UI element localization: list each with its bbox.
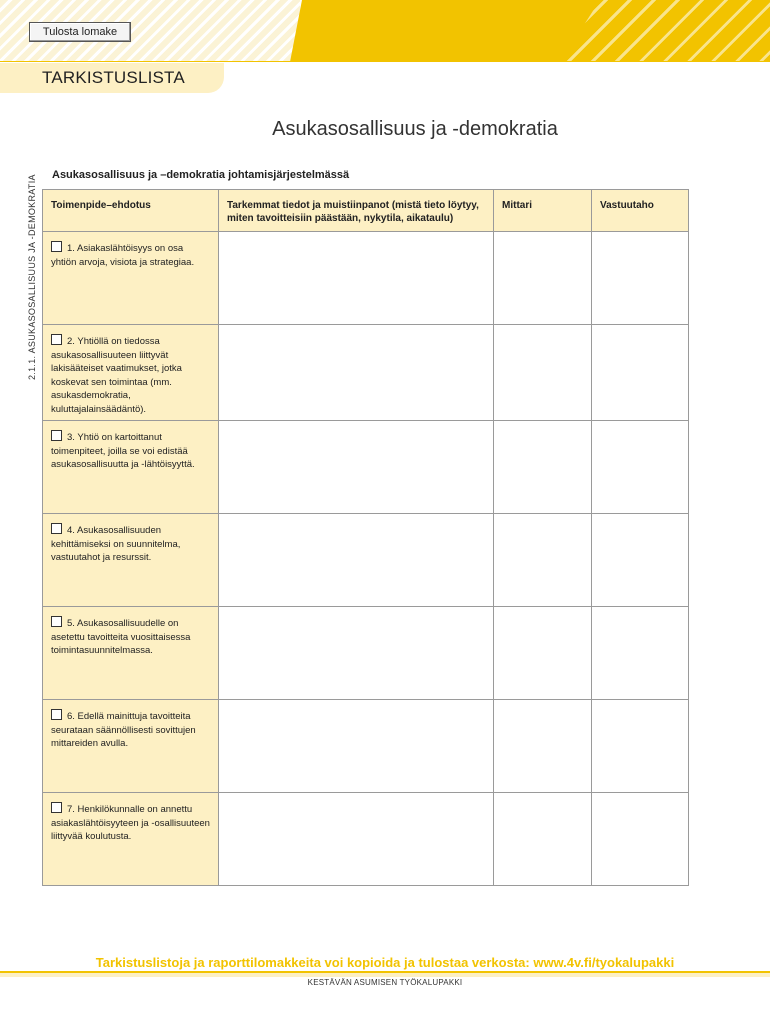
section-tab bbox=[0, 63, 224, 93]
action-cell bbox=[43, 793, 219, 886]
action-cell bbox=[43, 325, 219, 421]
section-tab-label: TARKISTUSLISTA bbox=[42, 68, 185, 87]
action-text: 5. Asukasosallisuudelle on asetettu tavoitteita vuosittaisessa toimintasuunnitelmassa. bbox=[51, 618, 191, 656]
responsible-cell[interactable] bbox=[592, 793, 689, 886]
table-row bbox=[43, 607, 689, 700]
footer-text: KESTÄVÄN ASUMISEN TYÖKALUPAKKI bbox=[307, 978, 463, 987]
details-cell[interactable] bbox=[219, 421, 494, 514]
checkbox[interactable] bbox=[51, 523, 62, 534]
action-text: 3. Yhtiö on kartoittanut toimenpiteet, joilla se voi edistää asukasosallisuutta ja -lähtöisyyttä. bbox=[51, 432, 195, 470]
details-cell[interactable] bbox=[219, 232, 494, 325]
meter-cell[interactable] bbox=[494, 421, 592, 514]
table-row bbox=[43, 325, 689, 421]
checkbox[interactable] bbox=[51, 241, 62, 252]
action-text: 4. Asukasosallisuuden kehittämiseksi on suunnitelma, vastuutahot ja resurssit. bbox=[51, 525, 181, 563]
column-header-details: Tarkemmat tiedot ja muistiinpanot (mistä tieto löytyy, miten tavoitteisiin päästään, nykytila, aikataulu) bbox=[219, 190, 494, 232]
table-row bbox=[43, 700, 689, 793]
footer-link[interactable]: Tarkistuslistoja ja raporttilomakkeita voi kopioida ja tulostaa verkosta: www.4v.fi/tyokalupakki bbox=[95, 955, 675, 970]
checklist-table bbox=[42, 189, 689, 886]
responsible-cell[interactable] bbox=[592, 325, 689, 421]
action-cell bbox=[43, 421, 219, 514]
responsible-cell[interactable] bbox=[592, 232, 689, 325]
table-row bbox=[43, 232, 689, 325]
meter-cell[interactable] bbox=[494, 700, 592, 793]
action-cell bbox=[43, 607, 219, 700]
details-cell[interactable] bbox=[219, 325, 494, 421]
action-cell bbox=[43, 514, 219, 607]
meter-cell[interactable] bbox=[494, 793, 592, 886]
details-cell[interactable] bbox=[219, 793, 494, 886]
action-cell bbox=[43, 232, 219, 325]
header-rule bbox=[0, 61, 770, 62]
footer-rule bbox=[0, 971, 770, 977]
action-text: 1. Asiakaslähtöisyys on osa yhtiön arvoja, visiota ja strategiaa. bbox=[51, 243, 195, 268]
responsible-cell[interactable] bbox=[592, 607, 689, 700]
meter-cell[interactable] bbox=[494, 232, 592, 325]
checkbox[interactable] bbox=[51, 334, 62, 345]
details-cell[interactable] bbox=[219, 700, 494, 793]
page-title: Asukasosallisuus ja -demokratia bbox=[272, 118, 558, 140]
table-subtitle: Asukasosallisuus ja –demokratia johtamisjärjestelmässä bbox=[52, 169, 350, 181]
meter-cell[interactable] bbox=[494, 514, 592, 607]
table-row bbox=[43, 421, 689, 514]
responsible-cell[interactable] bbox=[592, 421, 689, 514]
table-header-row bbox=[43, 190, 689, 232]
details-cell[interactable] bbox=[219, 514, 494, 607]
details-cell[interactable] bbox=[219, 607, 494, 700]
print-form-button[interactable]: Tulosta lomake bbox=[29, 22, 131, 42]
meter-cell[interactable] bbox=[494, 607, 592, 700]
action-text: 2. Yhtiöllä on tiedossa asukasosallisuuteen liittyvät lakisääteiset vaatimukset, jotka koskevat sen toimintaa (mm. asukasdemokratia, kuluttajalainsäädäntö). bbox=[51, 336, 182, 415]
checkbox[interactable] bbox=[51, 709, 62, 720]
column-header-meter: Mittari bbox=[494, 190, 592, 232]
column-header-responsible: Vastuutaho bbox=[592, 190, 689, 232]
checkbox[interactable] bbox=[51, 802, 62, 813]
checkbox[interactable] bbox=[51, 430, 62, 441]
action-text: 7. Henkilökunnalle on annettu asiakaslähtöisyyteen ja -osallisuuteen liittyvää koulutusta. bbox=[51, 804, 210, 842]
responsible-cell[interactable] bbox=[592, 514, 689, 607]
action-cell bbox=[43, 700, 219, 793]
meter-cell[interactable] bbox=[494, 325, 592, 421]
action-text: 6. Edellä mainittuja tavoitteita seurataan säännöllisesti sovittujen mittareiden avulla. bbox=[51, 711, 196, 749]
table-row bbox=[43, 514, 689, 607]
responsible-cell[interactable] bbox=[592, 700, 689, 793]
table-row bbox=[43, 793, 689, 886]
checkbox[interactable] bbox=[51, 616, 62, 627]
column-header-action: Toimenpide–ehdotus bbox=[43, 190, 219, 232]
side-section-label: 2.1.1. ASUKASOSALLISUUS JA -DEMOKRATIA bbox=[27, 174, 37, 380]
